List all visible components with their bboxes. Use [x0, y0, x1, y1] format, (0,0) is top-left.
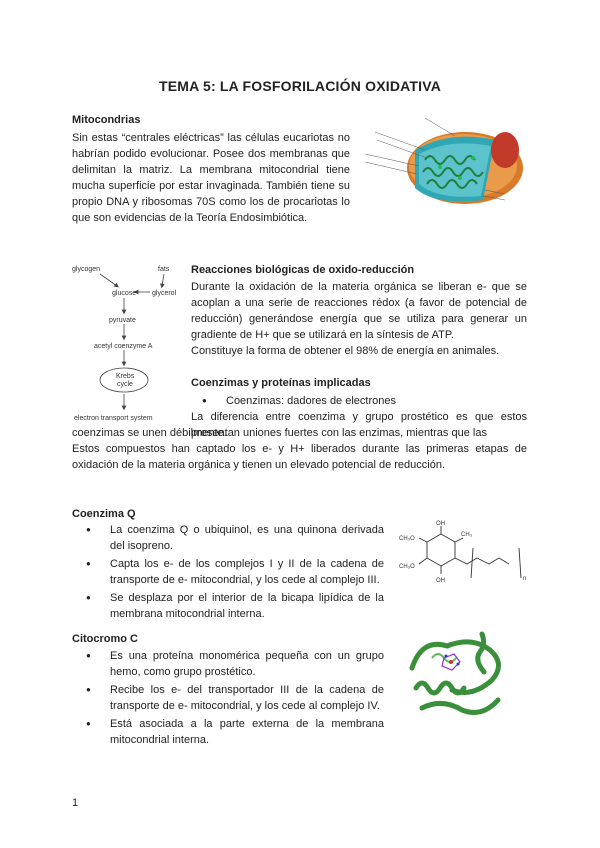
coenzimas-bullet: ● Coenzimas: dadores de electrones [200, 393, 520, 409]
redox-heading: Reacciones biológicas de oxido-reducción [191, 264, 415, 276]
redox-text: Durante la oxidación de la materia orgánica se liberan e- que se acoplan a una serie de reacciones rédox (a favor de potencial de reducción) generándose energía que se utiliza para generar un gradiente de H+ que se utilizará en la síntesis de ATP. [191, 281, 527, 341]
oh-bottom: OH [436, 578, 445, 584]
coenzimas-text-1b: coenzimas se unen débilmente. [72, 427, 227, 439]
cytochrome-c-image [402, 628, 512, 718]
coenzimas-text-1a: La diferencia entre coenzima y grupo prostético es que estos presentan uniones fuertes con las enzimas, mientras que las [191, 411, 527, 439]
coq-item-3: ● Se desplaza por el interior de la bicapa lipídica de la membrana mitocondrial interna. [84, 590, 384, 622]
label-pyruvate: pyruvate [109, 317, 136, 324]
label-fats: fats [158, 266, 170, 273]
oh-top: OH [436, 521, 445, 527]
coq-heading: Coenzima Q [72, 508, 136, 520]
coq-item-1: ● La coenzima Q o ubiquinol, es una quinona derivada del isopreno. [84, 522, 384, 554]
cytc-item-3: ● Está asociada a la parte externa de la membrana mitocondrial interna. [84, 716, 384, 748]
och3-bottom: CH₃O [399, 564, 415, 570]
n-subscript: n [523, 576, 527, 582]
page-title: TEMA 5: LA FOSFORILACIÓN OXIDATIVA [158, 78, 442, 94]
label-glycerol: glycerol [152, 290, 177, 297]
coenzimas-text-2: Estos compuestos han captado los e- y H+ liberados durante las primeras etapas de oxidación de la materia orgánica y tienen un elevado potencial de reducción. [72, 443, 527, 471]
label-glucose: glucose [112, 290, 137, 297]
label-ets: electron transport system [74, 415, 153, 422]
cytc-item-1: ● Es una proteína monomérica pequeña con un grupo hemo, como grupo prostético. [84, 648, 384, 680]
cytc-heading: Citocromo C [72, 633, 138, 645]
coenzimas-heading: Coenzimas y proteínas implicadas [191, 377, 371, 389]
mitocondrias-text: Sin estas “centrales eléctricas” las células eucariotas no habrían podido evolucionar. Posee dos membranas que delimitan la matriz. La membrana mitocondrial tiene mucha superficie por estar invaginada. También tiene su propio DNA y ribosomas 70S como los de procariotas lo que son evidencias de la Teoría Endosimbiótica. [72, 132, 350, 224]
label-acetyl-coa: acetyl coenzyme A [94, 343, 153, 350]
cytc-item-2: ● Recibe los e- del transportador III de la cadena de transporte de e- mitocondrial, y los cede al complejo IV. [84, 682, 384, 714]
label-glycogen: glycogen [72, 266, 101, 273]
och3-top: CH₃O [399, 536, 415, 542]
mitocondrias-heading: Mitocondrias [72, 114, 141, 126]
coq-item-2: ● Capta los e- de los complejos I y II de la cadena de transporte de e- mitocondrial, y los cede al complejo III. [84, 556, 384, 588]
redox-text-2: Constituye la forma de obtener el 98% de energía en animales. [191, 345, 500, 357]
mitochondrion-image [355, 110, 530, 210]
ch3-label: CH₃ [461, 532, 473, 538]
ubiquinol-structure [393, 518, 533, 590]
page-number: 1 [72, 797, 79, 809]
label-krebs: Krebs [116, 373, 135, 380]
metabolic-pathway-diagram [72, 262, 198, 424]
label-cycle: cycle [117, 381, 133, 388]
